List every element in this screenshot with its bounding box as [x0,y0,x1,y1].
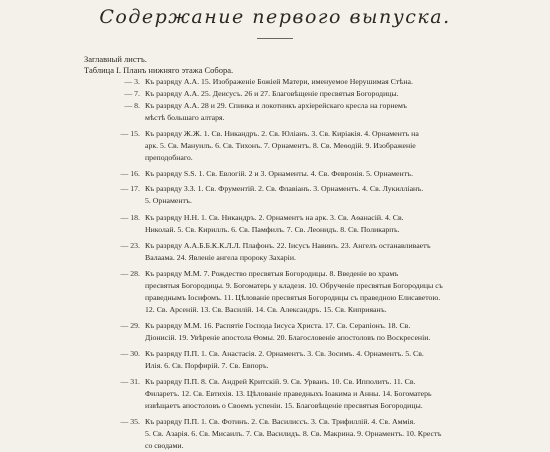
entry-line: Къ разряду Ж.Ж. 1. Св. Никандръ. 2. Св. Юліанъ. 3. Св. Киріакія. 4. Орнаментъ на [145,129,419,138]
entry-line: Къ разряду М.М. 7. Рождество пресвятыя Богородицы. 8. Введеніе во храмъ [145,269,399,278]
contents-entry [0,88,550,100]
entry-line: Къ разряду А.А. 15. Изображеніе Божіей Матери, именуемое Нерушимая Стѣна. [145,77,413,86]
entry-text [145,416,497,452]
entry-line: Къ разряду А.А. 28 и 29. Спинка и локотникъ архіерейскаго кресла на горнемъ [145,101,407,110]
table-number: — 30. [120,349,140,358]
contents-entry [0,128,550,164]
title-sheet-line: Заглавный листъ. [84,54,147,64]
table-number: — 8. [124,101,140,110]
contents-entry [0,416,550,452]
contents-list [0,76,550,452]
entry-line: Къ разряду П.П. 8. Св. Андрей Критскій. 9. Св. Урванъ. 10. Св. Ипполитъ. 11. Св. [145,377,416,386]
entry-line: Къ разряду З.З. 1. Св. Фрументій. 2. Св. Флавіанъ. 3. Орнаментъ. 4. Св. Лукилліанъ. [145,184,424,193]
table-number: — 3. [124,77,140,86]
table-number: — 16. [120,169,140,178]
entry-text [145,168,497,180]
entry-line: Къ разряду А.А. 25. Деисусъ. 26 и 27. Благовѣщеніе пресвятыя Богородицы. [145,89,399,98]
entry-line: арк. 5. Св. Мануилъ. 6. Св. Тихонъ. 7. Орнаментъ. 8. Св. Меѳодій. 9. Изображеніе [145,141,416,150]
entry-line: со сводами. [145,441,184,450]
table-number: — 28. [120,269,140,278]
entry-text [145,100,497,124]
entry-text [145,128,497,164]
entry-line: Илія. 6. Св. Порфирій. 7. Св. Евпоръ. [145,361,269,370]
entry-text [145,376,497,412]
contents-entry [0,100,550,124]
entry-text [145,240,497,264]
table-number: — 17. [120,184,140,193]
entry-line: мѣстѣ большаго алтаря. [145,113,225,122]
entry-line: праведнымъ Іосифомъ. 11. Цѣлованіе пресвятыя Богородицы съ праведною Елисаветою. [145,293,441,302]
entry-line: Къ разряду П.П. 1. Св. Фотинъ. 2. Св. Василиссъ. 3. Св. Трифиллій. 4. Св. Аммія. [145,417,416,426]
title-divider [257,38,293,39]
contents-entry [0,348,550,372]
contents-entry [0,76,550,88]
contents-entry [0,376,550,412]
entry-text [145,76,497,88]
entry-text [145,320,497,344]
entry-text [145,88,497,100]
contents-entry [0,168,550,180]
table-number: — 29. [120,321,140,330]
entry-line: 5. Св. Азарія. 6. Св. Мисаилъ. 7. Св. Василидъ. 8. Св. Макрина. 9. Орнаментъ. 10. Крестъ [145,429,442,438]
contents-entry [0,268,550,316]
entry-line: Къ разряду Н.Н. 1. Св. Никандръ. 2. Орнаментъ на арк. 3. Св. Аѳанасій. 4. Св. [145,213,404,222]
contents-entry [0,240,550,264]
entry-line: Къ разряду А.А.Б.Б.К.К.Л.Л. Плафонъ. 22. Іисусъ Навинъ. 23. Ангелъ останавливаетъ [145,241,431,250]
entry-text [145,212,497,236]
entry-line: Діонисій. 19. Увѣреніе апостола Ѳомы. 20. Благословеніе апостоловъ по Воскресеніи. [145,333,431,342]
entry-line: Николай. 5. Св. Кириллъ. 6. Св. Памфилъ. 7. Св. Леонидъ. 8. Св. Поликарпъ. [145,225,400,234]
entry-line: 5. Орнаментъ. [145,196,192,205]
table-number: — 7. [124,89,140,98]
table-number: — 18. [120,213,140,222]
entry-line: преподобнаго. [145,153,193,162]
contents-entry [0,212,550,236]
page-title: Содержание первого выпуска. [99,6,451,28]
entry-line: пресвятыя Богородицы. 9. Богоматерь у кладезя. 10. Обрученіе пресвятыя Богородицы съ [145,281,443,290]
entry-text [145,348,497,372]
entry-line: Филаретъ. 12. Св. Евтихія. 13. Цѣлованіе праведныхъ Іоакима и Анны. 14. Богоматерь [145,389,432,398]
entry-line: 12. Св. Арсеній. 13. Св. Василій. 14. Св. Александръ. 15. Св. Киприяанъ. [145,305,387,314]
entry-line: Къ разряду М.М. 16. Распятіе Господа Іисуса Христа. 17. Св. Серапіонъ. 18. Св. [145,321,411,330]
table-number: — 35. [120,417,140,426]
entry-line: извѣщаетъ апостоловъ о Своемъ успеніи. 15. Благовѣщеніе пресвятыя Богородицы. [145,401,423,410]
entry-line: Къ разряду S.S. 1. Св. Евлогій. 2 и 3. Орнаменты. 4. Св. Февронія. 5. Орнаментъ. [145,169,414,178]
table-number: — 31. [120,377,140,386]
contents-entry [0,320,550,344]
entry-text [145,183,497,207]
entry-text [145,268,497,316]
table-number: — 15. [120,129,140,138]
table-1-line: Таблица I. Планъ нижняго этажа Собора. [84,65,234,75]
contents-entry [0,183,550,207]
entry-line: Валаама. 24. Явленіе ангела пророку Захаріи. [145,253,296,262]
table-number: — 23. [120,241,140,250]
entry-line: Къ разряду П.П. 1. Св. Анастасія. 2. Орнаментъ. 3. Св. Зосимъ. 4. Орнаментъ. 5. Св. [145,349,424,358]
